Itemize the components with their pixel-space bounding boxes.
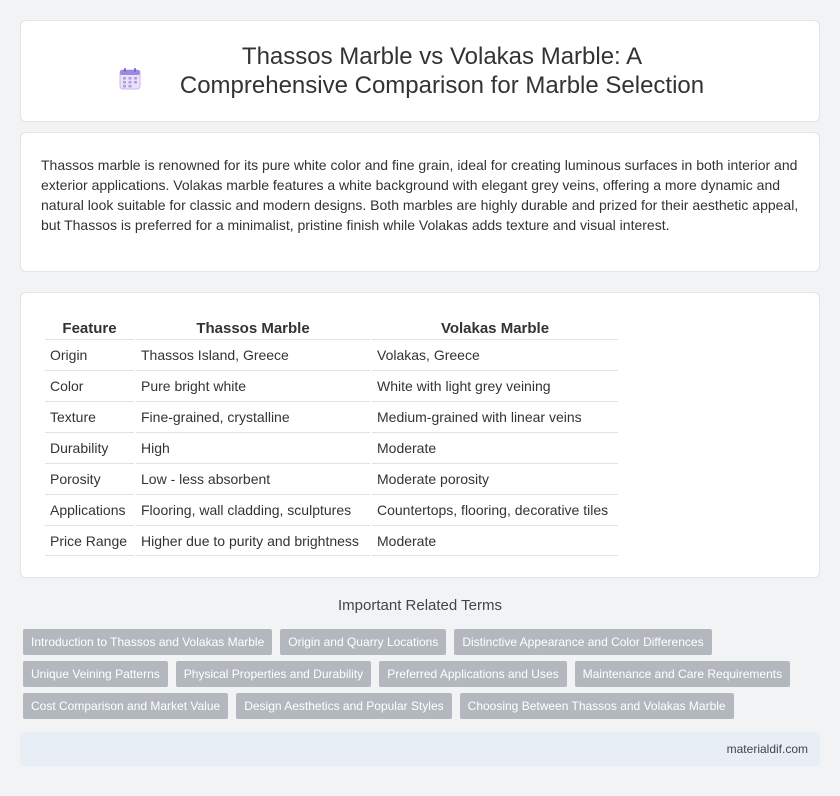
- header-thassos: Thassos Marble: [196, 320, 310, 337]
- table-cell: Higher due to purity and brightness: [136, 525, 370, 556]
- tag-row: [23, 629, 823, 655]
- page-title: Thassos Marble vs Volakas Marble: A Comprehensive Comparison for Marble Selection: [179, 43, 705, 99]
- footer: [20, 732, 820, 766]
- table-cell: Porosity: [45, 463, 134, 494]
- header-feature: Feature: [62, 320, 117, 337]
- table-cell: Thassos Island, Greece: [136, 339, 370, 370]
- table-cell: Moderate: [372, 525, 618, 556]
- related-term-tag[interactable]: Cost Comparison and Market Value: [23, 693, 228, 719]
- related-terms-heading: Important Related Terms: [338, 597, 502, 614]
- table-cell: Countertops, flooring, decorative tiles: [372, 494, 618, 525]
- table-cell: Low - less absorbent: [136, 463, 370, 494]
- table-row: [45, 401, 618, 432]
- related-term-tag[interactable]: Introduction to Thassos and Volakas Marble: [23, 629, 272, 655]
- related-term-tag[interactable]: Design Aesthetics and Popular Styles: [236, 693, 451, 719]
- tag-row: [23, 661, 823, 687]
- table-row: [45, 370, 618, 401]
- footer-site-link[interactable]: materialdif.com: [726, 742, 808, 756]
- table-cell: Texture: [45, 401, 134, 432]
- table-cell: Volakas, Greece: [372, 339, 618, 370]
- tag-row: [23, 693, 823, 719]
- table-cell: Origin: [45, 339, 134, 370]
- table-cell: White with light grey veining: [372, 370, 618, 401]
- table-cell: Applications: [45, 494, 134, 525]
- table-header-row: [45, 313, 618, 339]
- table-cell: Price Range: [45, 525, 134, 556]
- table-cell: Moderate: [372, 432, 618, 463]
- table-cell: Color: [45, 370, 134, 401]
- related-term-tag[interactable]: Maintenance and Care Requirements: [575, 661, 790, 687]
- related-term-tag[interactable]: Physical Properties and Durability: [176, 661, 371, 687]
- intro-card: [20, 132, 820, 272]
- table-cell: Medium-grained with linear veins: [372, 401, 618, 432]
- related-term-tag[interactable]: Unique Veining Patterns: [23, 661, 168, 687]
- related-term-tag[interactable]: Origin and Quarry Locations: [280, 629, 446, 655]
- table-cell: Durability: [45, 432, 134, 463]
- comparison-card: [20, 292, 820, 578]
- table-cell: High: [136, 432, 370, 463]
- comparison-table: [43, 313, 620, 556]
- intro-paragraph: Thassos marble is renowned for its pure white color and fine grain, ideal for creating luminous surfaces in both interior and exterior applications. Volakas marble features a white background with elegant grey veins, offering a more dynamic and natural look suitable for classic and modern designs. Both marbles are highly durable and prized for their aesthetic appeal, but Thassos is preferred for a minimalist, pristine finish while Volakas adds texture and visual interest.: [41, 157, 799, 233]
- related-terms-list: [23, 629, 823, 725]
- table-cell: Fine-grained, crystalline: [136, 401, 370, 432]
- header-volakas: Volakas Marble: [440, 320, 550, 337]
- table-cell: Moderate porosity: [372, 463, 618, 494]
- title-card: [20, 20, 820, 122]
- table-row: [45, 339, 618, 370]
- table-row: [45, 494, 618, 525]
- table-cell: Pure bright white: [136, 370, 370, 401]
- related-term-tag[interactable]: Preferred Applications and Uses: [379, 661, 566, 687]
- table-row: [45, 525, 618, 556]
- table-row: [45, 432, 618, 463]
- table-row: [45, 463, 618, 494]
- table-cell: Flooring, wall cladding, sculptures: [136, 494, 370, 525]
- related-term-tag[interactable]: Choosing Between Thassos and Volakas Marble: [460, 693, 734, 719]
- calendar-icon: [118, 67, 142, 91]
- related-term-tag[interactable]: Distinctive Appearance and Color Differences: [454, 629, 711, 655]
